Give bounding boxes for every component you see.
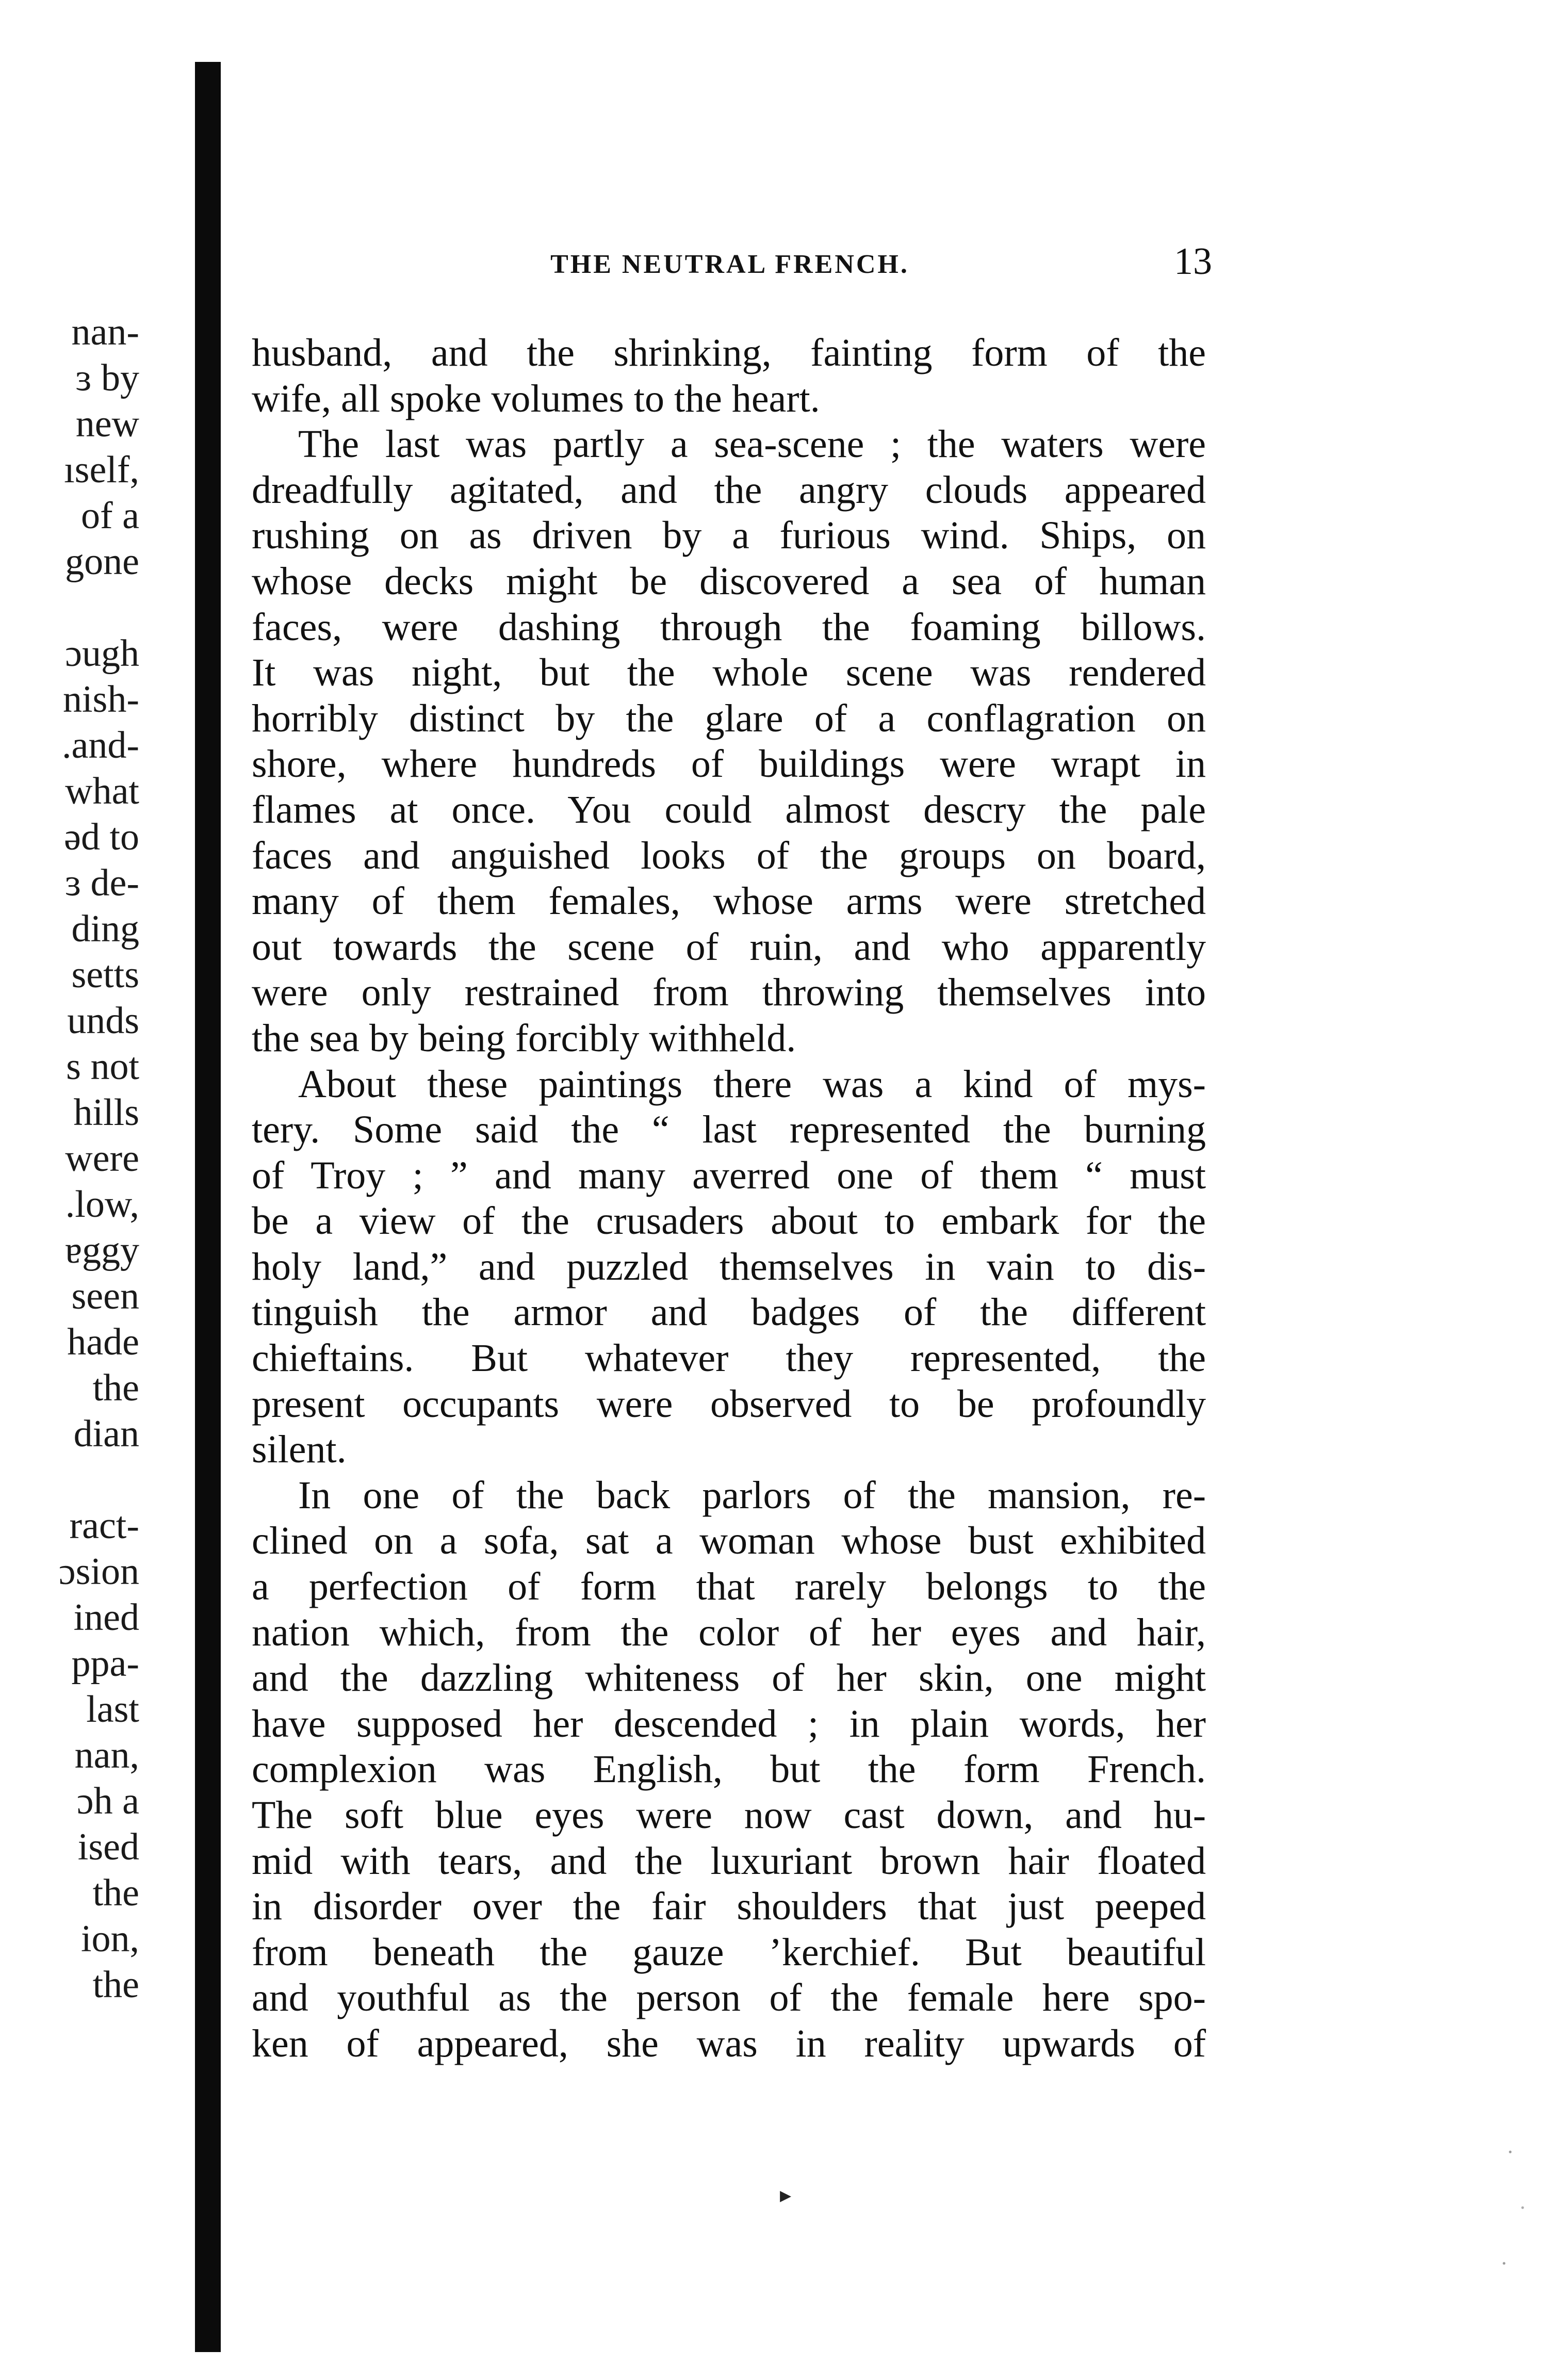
text-line: present occupants were observed to be profoundly (252, 1382, 1206, 1426)
text-line: flames at once. You could almost descry the pale (252, 788, 1206, 831)
gutter-fragment: gone (65, 541, 139, 583)
gutter-fragment: ɜ de- (64, 862, 139, 904)
text-line: faces and anguished looks of the groups on board, (252, 834, 1206, 877)
gutter-fragment: ɔugh (65, 632, 139, 675)
gutter-fragment: ined (73, 1596, 139, 1639)
text-line: dreadfully agitated, and the angry clouds appeared (252, 468, 1206, 512)
gutter-fragment: the (92, 1367, 139, 1409)
signature-mark: ▸ (780, 2182, 792, 2208)
text-line: were only restrained from throwing themselves into (252, 971, 1206, 1015)
gutter-fragment: dian (73, 1413, 139, 1455)
gutter-fragment: s not (66, 1046, 139, 1088)
text-line: holy land,” and puzzled themselves in vain to dis- (252, 1245, 1206, 1288)
text-line: ken of appeared, she was in reality upwards of (252, 2021, 1206, 2065)
gutter-fragment: hade (67, 1321, 139, 1363)
text-line: and the dazzling whiteness of her skin, one might (252, 1656, 1206, 1700)
text-line: horribly distinct by the glare of a conflagration on (252, 696, 1206, 740)
text-line: nation which, from the color of her eyes and hair, (252, 1610, 1206, 1654)
gutter-fragment: what (65, 770, 139, 812)
text-line: whose decks might be discovered a sea of human (252, 559, 1206, 603)
gutter-fragment: were (65, 1137, 139, 1180)
text-line: In one of the back parlors of the mansion, re- (298, 1473, 1206, 1517)
body-text (252, 330, 1206, 2067)
page-number: 13 (1174, 240, 1212, 283)
gutter-fragment: ɐggy (65, 1229, 139, 1271)
fragment-gap (21, 1457, 139, 1503)
gutter-fragment: of a (81, 495, 139, 537)
text-line: chieftains. But whatever they represented, the (252, 1336, 1206, 1380)
text-line: rushing on as driven by a furious wind. Ships, on (252, 514, 1206, 558)
text-line: complexion was English, but the form French. (252, 1748, 1206, 1791)
gutter-fragment: nish- (63, 678, 139, 721)
book-spine-shadow (195, 62, 221, 2352)
gutter-fragment: unds (67, 1000, 139, 1042)
text-line: out towards the scene of ruin, and who apparently (252, 925, 1206, 969)
text-line: in disorder over the fair shoulders that just peeped (252, 1885, 1206, 1929)
text-line: from beneath the gauze ’kerchief. But beautiful (252, 1930, 1206, 1974)
text-line: mid with tears, and the luxuriant brown hair floated (252, 1839, 1206, 1883)
gutter-fragment: ɔh a (76, 1780, 139, 1822)
gutter-fragment: seen (71, 1275, 139, 1317)
running-head (248, 240, 1212, 286)
text-line: of Troy ; ” and many averred one of them “ must (252, 1153, 1206, 1197)
text-line: tery. Some said the “ last represented the burning (252, 1108, 1206, 1152)
text-line: tinguish the armor and badges of the different (252, 1291, 1206, 1334)
gutter-fragment: the (92, 1872, 139, 1914)
text-line: wife, all spoke volumes to the heart. (252, 377, 820, 420)
gutter-fragment: new (75, 403, 139, 445)
text-line: husband, and the shrinking, fainting form of the (252, 331, 1206, 374)
text-line: faces, were dashing through the foaming billows. (252, 605, 1206, 649)
gutter-fragment: .low, (65, 1183, 139, 1226)
gutter-fragment: ppa- (71, 1642, 139, 1685)
text-line: be a view of the crusaders about to embark for the (252, 1199, 1206, 1243)
gutter-fragment: ɜ by (75, 357, 139, 399)
text-line: The soft blue eyes were now cast down, and hu- (252, 1793, 1206, 1837)
text-line: About these paintings there was a kind of mys- (298, 1062, 1206, 1106)
gutter-fragment: ıself, (64, 449, 139, 491)
text-line: It was night, but the whole scene was rendered (252, 651, 1206, 695)
gutter-fragment: the (92, 1964, 139, 2006)
text-line: and youthful as the person of the female here spo- (252, 1976, 1206, 2020)
running-title: THE NEUTRAL FRENCH. (550, 250, 909, 279)
gutter-fragment: last (86, 1688, 139, 1731)
gutter-fragment: nan- (71, 311, 139, 353)
text-line: clined on a sofa, sat a woman whose bust exhibited (252, 1519, 1206, 1563)
paper-specks (1485, 2115, 1547, 2300)
text-line: have supposed her descended ; in plain words, her (252, 1702, 1206, 1745)
text-line: many of them females, whose arms were stretched (252, 879, 1206, 923)
gutter-fragment: nan, (74, 1734, 139, 1776)
gutter-fragment: ding (71, 908, 139, 950)
gutter-fragment: .and- (62, 724, 139, 766)
text-line: a perfection of form that rarely belongs to the (252, 1565, 1206, 1609)
gutter-fragment: ract- (69, 1505, 139, 1547)
text-line: silent. (252, 1428, 347, 1472)
gutter-fragment: hills (73, 1091, 139, 1134)
gutter-fragment: əd to (64, 816, 139, 858)
gutter-fragment: ɔsion (58, 1551, 139, 1593)
fragment-gap (21, 585, 139, 631)
text-line: the sea by being forcibly withheld. (252, 1016, 796, 1060)
previous-page-fragments (21, 309, 139, 2008)
gutter-fragment: ised (77, 1826, 139, 1868)
gutter-fragment: ion, (80, 1918, 139, 1960)
gutter-fragment: setts (71, 954, 139, 996)
text-line: The last was partly a sea-scene ; the waters were (298, 422, 1206, 466)
text-line: shore, where hundreds of buildings were wrapt in (252, 742, 1206, 786)
